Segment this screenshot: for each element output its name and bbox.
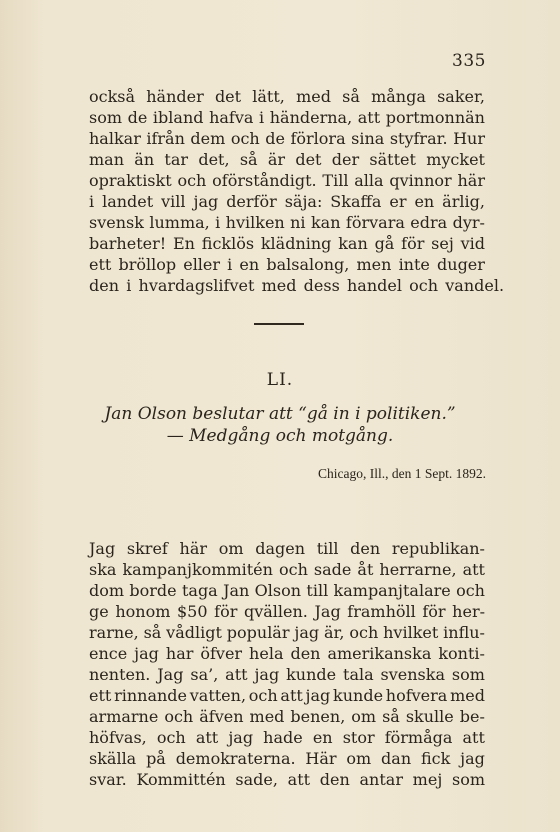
word: influ- <box>443 623 485 642</box>
word: att <box>225 665 248 684</box>
word: Skaffa <box>330 192 382 211</box>
word: portmonnän <box>385 108 485 127</box>
word: om <box>218 539 244 558</box>
word: det, <box>198 150 230 169</box>
word: Jan <box>223 581 250 600</box>
word: eller <box>183 255 221 274</box>
word: och <box>248 686 278 705</box>
word: Hur <box>453 129 485 148</box>
word: förvara <box>345 213 405 232</box>
word: så <box>382 707 400 726</box>
word: mycket <box>426 150 485 169</box>
word: honom <box>115 602 171 621</box>
word: händer <box>146 87 204 106</box>
word: Olson <box>254 581 302 600</box>
word: balsalong, <box>266 255 350 274</box>
word: fick <box>420 749 451 768</box>
word: vandel. <box>445 276 505 295</box>
word: benen, <box>290 707 346 726</box>
word: halkar <box>89 129 141 148</box>
word: sej <box>431 234 454 253</box>
word: dem <box>190 129 226 148</box>
word: hvilket <box>383 623 439 642</box>
word: på <box>146 749 166 768</box>
word: saker, <box>437 87 485 106</box>
text-line <box>89 706 485 727</box>
word: kampanjkommitén <box>122 560 273 579</box>
word: öfver <box>200 644 243 663</box>
word: edra <box>410 213 448 232</box>
word: tala <box>343 665 374 684</box>
page-number: 335 <box>452 51 486 71</box>
word: man <box>89 150 125 169</box>
word: Jag <box>314 602 341 621</box>
word: om <box>346 749 372 768</box>
word: så <box>143 623 162 642</box>
word: med <box>261 276 297 295</box>
word: här <box>457 171 485 190</box>
word: ficklös <box>201 234 255 253</box>
word: landet <box>102 192 154 211</box>
word: så <box>239 150 258 169</box>
word: om <box>351 707 377 726</box>
word: demokraterna. <box>175 749 296 768</box>
word: för <box>422 602 446 621</box>
word: en <box>312 728 333 747</box>
word: förlora <box>290 129 346 148</box>
word: dom <box>89 581 125 600</box>
word: hvardagslifvet <box>138 276 255 295</box>
word: i <box>126 276 132 295</box>
word: det <box>295 150 322 169</box>
word: att <box>462 560 485 579</box>
word: händerna, <box>269 108 353 127</box>
word: en <box>239 255 260 274</box>
word: ska <box>89 560 117 579</box>
word: den <box>89 276 120 295</box>
text-line <box>89 538 485 559</box>
word: skälla <box>89 749 137 768</box>
text-line <box>89 580 485 601</box>
word: gå <box>374 234 395 253</box>
text-line <box>89 275 505 296</box>
word: kunde <box>333 686 384 705</box>
word: lätt, <box>252 87 285 106</box>
word: armarne <box>89 707 159 726</box>
word: inte <box>398 255 430 274</box>
word: duger <box>437 255 485 274</box>
word: be- <box>459 707 485 726</box>
word: och <box>230 129 260 148</box>
word: vådligt <box>166 623 222 642</box>
chapter-title-line-1: Jan Olson beslutar att “gå in i politiken.” <box>104 404 456 424</box>
text-line <box>89 86 485 107</box>
word: att <box>462 728 485 747</box>
word: nenten. <box>89 665 151 684</box>
word: skulle <box>405 707 454 726</box>
word: Till <box>322 171 349 190</box>
word: jag <box>254 665 280 684</box>
word: den <box>350 539 381 558</box>
word: med <box>450 686 485 705</box>
word: tar <box>164 150 189 169</box>
word: amerikanska <box>327 644 432 663</box>
word: vatten, <box>189 686 247 705</box>
word: opraktiskt <box>89 171 172 190</box>
word: Jag <box>157 665 184 684</box>
word: de <box>265 129 285 148</box>
word: sade, <box>235 770 278 789</box>
word: höfvas, <box>89 728 147 747</box>
word: vill <box>161 192 186 211</box>
word: för <box>214 602 238 621</box>
word: barheter! <box>89 234 167 253</box>
word: svensk <box>89 213 144 232</box>
word: är <box>267 150 286 169</box>
word: de <box>127 108 148 127</box>
text-line <box>89 107 485 128</box>
paragraph-bottom <box>89 538 485 790</box>
word: så <box>342 87 360 106</box>
word: dess <box>303 276 340 295</box>
word: styfrar. <box>389 129 448 148</box>
text-line <box>89 254 485 275</box>
word: sina <box>351 129 385 148</box>
word: är, <box>323 623 345 642</box>
word: oförståndigt. <box>212 171 317 190</box>
word: kampanjtalare <box>333 581 451 600</box>
word: konti- <box>438 644 485 663</box>
word: derför <box>226 192 277 211</box>
text-line <box>89 643 485 664</box>
word: och <box>164 707 194 726</box>
word: som <box>451 770 485 789</box>
word: jag <box>460 749 485 768</box>
word: kan <box>338 234 368 253</box>
word: ibland <box>152 108 204 127</box>
word: hade <box>263 728 303 747</box>
word: att <box>280 686 303 705</box>
word: det <box>214 87 242 106</box>
word: till <box>316 539 339 558</box>
word: den <box>290 644 321 663</box>
word: ence <box>89 644 128 663</box>
word: som <box>451 665 485 684</box>
word: alla <box>354 171 384 190</box>
word: skref <box>126 539 168 558</box>
word: och <box>409 276 439 295</box>
paragraph-top <box>89 86 505 296</box>
word: den <box>319 770 350 789</box>
text-line <box>89 727 485 748</box>
word: framhöll <box>347 602 416 621</box>
word: stor <box>342 728 375 747</box>
word: dan <box>381 749 412 768</box>
word: dagen <box>255 539 306 558</box>
word: att <box>195 728 219 747</box>
section-divider <box>254 323 304 325</box>
word: sa’, <box>190 665 219 684</box>
chapter-title-line-2: — Medgång och motgång. <box>166 426 394 446</box>
word: Jag <box>89 539 116 558</box>
word: också <box>89 87 136 106</box>
text-line <box>89 191 485 212</box>
word: rinnande <box>114 686 187 705</box>
text-line <box>89 233 485 254</box>
dateline: Chicago, Ill., den 1 Sept. 1892. <box>318 466 486 481</box>
word: har <box>165 644 194 663</box>
word: äfven <box>199 707 244 726</box>
word: jag <box>305 686 331 705</box>
word: sättet <box>369 150 416 169</box>
word: $50 <box>176 602 208 621</box>
word: i <box>259 108 265 127</box>
word: hela <box>249 644 284 663</box>
word: att <box>357 108 381 127</box>
word: jag <box>228 728 254 747</box>
word: svenska <box>380 665 445 684</box>
word: här <box>179 539 208 558</box>
word: och <box>177 171 207 190</box>
word: Här <box>305 749 337 768</box>
word: der <box>331 150 360 169</box>
word: ett <box>89 686 112 705</box>
word: qvinnor <box>389 171 452 190</box>
word: i <box>215 213 221 232</box>
word: kunde <box>286 665 337 684</box>
word: förmåga <box>384 728 453 747</box>
word: sade <box>313 560 352 579</box>
word: jag <box>134 644 159 663</box>
word: och <box>456 581 485 600</box>
word: hofvera <box>385 686 448 705</box>
text-line <box>89 212 485 233</box>
word: populär <box>226 623 290 642</box>
word: ifrån <box>146 129 185 148</box>
text-line <box>89 769 485 790</box>
word: vid <box>460 234 485 253</box>
word: handel <box>346 276 402 295</box>
word: och <box>349 623 379 642</box>
word: men <box>356 255 392 274</box>
word: En <box>172 234 195 253</box>
text-line <box>89 601 485 622</box>
word: och <box>278 560 308 579</box>
word: i <box>89 192 95 211</box>
text-line <box>89 622 485 643</box>
text-line <box>89 128 485 149</box>
text-line <box>89 685 485 706</box>
word: Kommittén <box>136 770 226 789</box>
text-line <box>89 748 485 769</box>
word: svar. <box>89 770 127 789</box>
word: till <box>306 581 329 600</box>
word: många <box>371 87 426 106</box>
text-line <box>89 149 485 170</box>
word: ärlig, <box>442 192 485 211</box>
text-line <box>89 559 485 580</box>
word: ge <box>89 602 109 621</box>
word: och <box>156 728 186 747</box>
word: hvilken <box>225 213 285 232</box>
word: hafva <box>209 108 254 127</box>
word: kan <box>310 213 341 232</box>
word: jag <box>294 623 320 642</box>
word: lumma, <box>149 213 210 232</box>
word: dyr- <box>452 213 485 232</box>
word: än <box>134 150 155 169</box>
word: republikan- <box>391 539 485 558</box>
word: åt <box>357 560 374 579</box>
word: med <box>296 87 331 106</box>
word: klädning <box>260 234 332 253</box>
word: antar <box>359 770 403 789</box>
word: att <box>287 770 311 789</box>
word: säja: <box>284 192 323 211</box>
word: herrarne, <box>379 560 457 579</box>
word: för <box>401 234 425 253</box>
word: ett <box>89 255 112 274</box>
word: her- <box>452 602 485 621</box>
word: i <box>227 255 233 274</box>
word: rarne, <box>89 623 139 642</box>
word: ni <box>290 213 306 232</box>
text-line <box>89 664 485 685</box>
word: med <box>249 707 285 726</box>
word: en <box>414 192 435 211</box>
text-line <box>89 170 485 191</box>
word: jag <box>193 192 219 211</box>
word: er <box>389 192 407 211</box>
word: taga <box>181 581 218 600</box>
word: qvällen. <box>243 602 308 621</box>
word: mej <box>412 770 443 789</box>
chapter-number: LI. <box>266 370 294 390</box>
word: borde <box>129 581 177 600</box>
word: som <box>89 108 123 127</box>
word: bröllop <box>118 255 177 274</box>
